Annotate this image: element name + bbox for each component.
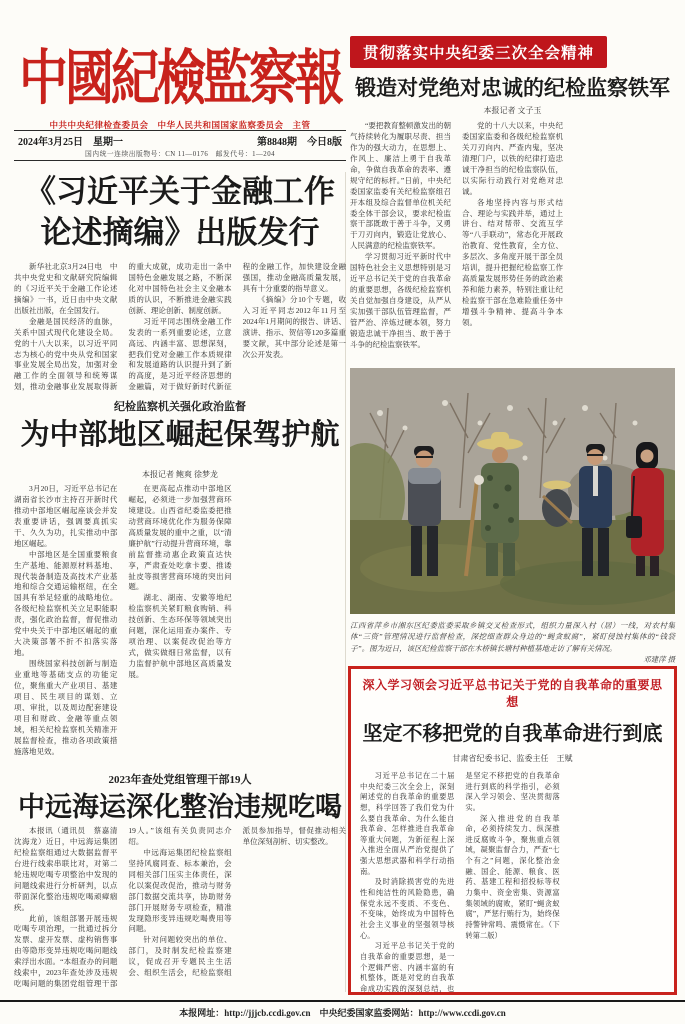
news-photo <box>350 368 675 614</box>
body-paragraph: 习近平总书记在二十届中央纪委三次全会上，深刻阐述党的自我革命的重要思想，科学回答了我们党为什么要自我革命、为什么能自我革命、怎样推进自我革命等重大问题，为新征程上深入推进全面从严治党提供了强大思想武器和科学行动指南。 <box>360 771 455 876</box>
body-paragraph: 针对问题较突出的单位、部门，及时制发纪检监察建议，促成召开专题民主生活会、组织生活会，纪检监察组派员参加指导，督促推动相关单位深刻剖析、切实整改。 <box>128 826 346 978</box>
sponsor-line: 中共中央纪律检查委员会 中华人民共和国国家监察委员会 主管 <box>49 120 311 130</box>
footer <box>0 1006 685 1019</box>
masthead-title: 中國紀檢監察報 <box>18 42 341 114</box>
body-paragraph: 习近平同志围绕金融工作发表的一系列重要论述，立意高远、内涵丰富、思想深刻，把我们党对金融工作本质规律和发展道路的认识提升到了新的高度，是习近平经济思想的金融篇，对于做好新时代新征程的金融工作，加快建设金融强国，推动金融高质量发展，具有十分重要的指导意义。 <box>128 262 346 392</box>
news-photo-illustration <box>350 368 675 614</box>
headline-cosco: 中远海运深化整治违规吃喝 <box>18 792 342 822</box>
figure-farmer-crouching <box>542 481 572 528</box>
body-paragraph: 围绕国家科技创新与制造业重地等基础支点的功能定位，聚焦重大产业项目、基建项目、民生项目的谋划、立项、审批，以及周边配套建设项目和财政、金融等重点领域，相关纪检监察机关精准开展监督检查，推动各项政策措施落地见效。 <box>14 659 118 756</box>
date-weekday: 2024年3月25日 星期一 <box>18 137 123 148</box>
article-finance-body <box>14 262 346 394</box>
body-paragraph: 湖北、湖南、安徽等地纪检监察机关紧盯粮食购销、科技创新、生态环保等领域突出问题，深化运用查办案件、专项治理、以案促改促治等方式，做实做细日常监督，以有力监督护航中部地区高质量发展。 <box>128 593 232 679</box>
body-paragraph: 本报讯（通讯员 蔡嘉清 沈海龙）近日，中远海运集团纪检监察组通过大数据监督平台进行线索串联比对，对第二轮违规吃喝专项整治中发现的问题线索进行分析研判，以点带面深化整治违规吃喝顽瘴痼疾。 <box>14 826 125 912</box>
body-paragraph: “要把教育整顿激发出的朝气持续转化为履职尽责、担当作为的强大动力，在思想上、作风上、廉洁上勇于自我革命，争做自我革命的表率、遵规守纪的标杆。”日前，中央纪委国家监委有关纪检监察组召开本组及综合监督单位机关纪委全体干部会议，要求纪检监察干部既敢于善于斗争，又勇于刀刃向内，锻造让党放心、人民满意的纪检监察铁军。 <box>350 121 451 251</box>
photo-credit: 邓建萍 摄 <box>643 654 675 664</box>
body-paragraph: 金融是国民经济的血脉，关系中国式现代化建设全局。党的十八大以来，以习近平同志为核心的党中央从党和国家事业发展全局出发，加强对金融工作的全面领导和统筹谋划，推动金融事业发展取得新的重大成就，成功走出一条中国特色金融发展之路，不断深化对中国特色社会主义金融本质的认识，不断推进金融实践创新、理论创新、制度创新。 <box>14 262 232 392</box>
body-paragraph: 习近平总书记关于党的自我革命的重要思想，是一个逻辑严密、内涵丰富的有机整体，既是对党的自我革命成功实践的深刻总结，也是坚定不移把党的自我革命进行到底的科学指引，必须深入学习领会、坚决贯彻落实。 <box>360 771 560 993</box>
masthead-rule-top <box>14 130 346 131</box>
body-paragraph: 各地坚持内容与形式结合、理论与实践并举，通过上讲台、结对帮带、交流互学等“八手联动”，常态化开展政治教育、党性教育，全方位、多层次、多角度开展干部全员培训，提升把握纪检监察工作高质量发展形势任务的政治素养和能力素养，特别注重让纪检监察干部在急难险重任务中增强斗争精神、提高斗争本领。 <box>462 197 563 327</box>
footer-ccdi-label: 中央纪委国家监委网站： <box>310 1008 419 1018</box>
footer-rule <box>0 1000 685 1002</box>
photo-caption: 江西省萍乡市湘东区纪委监委采取乡镇交叉检查形式，组织力量深入村（居）一线，对农村集体“三资”管理情况进行监督检查，深挖细查群众身边的“蝇贪蚁腐”，紧盯侵蚀村集体的“钱袋子”。图为近日，该区纪检监察干部在木桥镇长塘村种植基地走访了解有关情况。 <box>350 621 675 653</box>
featured-article-box <box>348 666 677 995</box>
kicker-central-region: 纪检监察机关强化政治监督 <box>114 401 246 413</box>
issue-info: 第8848期 今日8版 <box>257 137 342 148</box>
footer-site-link[interactable]: http://jjjcb.ccdi.gov.cn <box>224 1008 311 1018</box>
byline-iron-army: 本报记者 文子玉 <box>483 106 542 115</box>
body-paragraph: 此前，该组部署开展违规吃喝专项治理，一批通过拆分发票、虚开发票、虚构销售事由等隐形变异违规吃喝问题线索浮出水面。“本组查办的问题线索中，2023年查处涉及违规吃喝问题的集团党组管理干部19人。”该组有关负责同志介绍。 <box>14 826 232 989</box>
footer-site-label: 本报网址： <box>179 1008 225 1018</box>
byline-central-region: 本报记者 鲍爽 徐梦龙 <box>142 470 218 479</box>
headline-finance-line2: 论述摘编》出版发行 <box>40 214 320 250</box>
article-iron-army-body <box>350 121 675 363</box>
body-paragraph: 在更高起点推动中部地区崛起，必须进一步加强营商环境建设。山西省纪委监委把推动营商环境优化作为服务保障高质量发展的重中之重，以“清廉护航”行动提升营商环境，靠前监督推动惠企政策直达快享，严肃查处吃拿卡要、推诿扯皮等损害营商环境的突出问题。 <box>128 484 232 592</box>
theme-label: 贯彻落实中央纪委三次全会精神 <box>350 36 607 68</box>
body-paragraph: 3月20日，习近平总书记在湖南省长沙市主持召开新时代推动中部地区崛起座谈会并发表重要讲话，强调要真抓实干、久久为功，扎实推动中部地区崛起。 <box>14 484 118 548</box>
masthead-rule-bottom <box>14 160 346 161</box>
footer-ccdi-link[interactable]: http://www.ccdi.gov.cn <box>418 1008 506 1018</box>
body-paragraph: 深入推进党的自我革命，必须持续发力、纵深推进反腐败斗争，聚焦重点领域，凝聚监督合力，严查“七个有之”问题，深化整治金融、国企、能源、粮食、医药、基建工程和招投标等权力集中、资金密集、资源富集领域的腐败，紧盯“蝇贪蚁腐”，严惩行贿行为，始终保持警钟常鸣、震慑常在。（下转第二版） <box>465 813 560 940</box>
kicker-cosco: 2023年查处党组管理干部19人 <box>108 774 252 786</box>
body-paragraph: 及时消除损害党的先进性和纯洁性的风险隐患，确保党永远不变质、不变色、不变味，始终成为中国特色社会主义事业的坚强领导核心。 <box>360 877 455 940</box>
byline-self-revolution: 甘肃省纪委书记、监委主任 王赋 <box>452 754 573 763</box>
headline-iron-army: 锻造对党绝对忠诚的纪检监察铁军 <box>355 76 670 100</box>
body-paragraph: 新华社北京3月24日电 中共中央党史和文献研究院编辑的《习近平关于金融工作论述摘编》一书，近日由中央文献出版社出版，在全国发行。 <box>14 262 118 315</box>
publication-number: 国内统一连续出版物号：CN 11—0176 邮发代号：1—204 <box>84 151 275 158</box>
body-paragraph: 中远海运集团纪检监察组坚持风腐同查、标本兼治，会同相关部门压实主体责任，深化以案促改促治，推动与财务部门数据交流共享，协助财务部门开展财务专项检查，精准发现隐形变异违规吃喝费用等问题。 <box>128 847 232 934</box>
headline-central-region: 为中部地区崛起保驾护航 <box>20 419 340 451</box>
body-paragraph: 党的十八大以来，中央纪委国家监委和各级纪检监察机关刀刃向内、严查内鬼，坚决清理门户，以铁的纪律打造忠诚干净担当的纪检监察队伍，以实际行动践行对党绝对忠诚。 <box>462 121 563 196</box>
article-cosco-body <box>14 826 346 992</box>
article-self-revolution-body <box>360 771 665 999</box>
headline-finance-book <box>14 172 346 254</box>
article-central-region-body <box>14 484 346 766</box>
kicker-self-revolution: 深入学习领会习近平总书记关于党的自我革命的重要思想 <box>362 678 663 709</box>
headline-self-revolution: 坚定不移把党的自我革命进行到底 <box>362 723 663 745</box>
body-paragraph: 中部地区是全国重要粮食生产基地、能源原材料基地、现代装备制造及高技术产业基地和综合交通运输枢纽，在全国具有举足轻重的战略地位。各级纪检监察机关立足职能职责，强化政治监督，督促推动党中央关于中部地区崛起的重大决策部署不折不扣落实落地。 <box>14 549 118 658</box>
body-paragraph: 学习贯彻习近平新时代中国特色社会主义思想特别是习近平总书记关于党的自我革命的重要思想，各级纪检监察机关自觉加强自身建设，从严从实加强干部队伍管理监督，严管严治、淬炼过硬本领，努力锻造忠诚干净担当、敢于善于斗争的纪检监察铁军。 <box>350 252 451 349</box>
masthead <box>14 30 346 118</box>
date-row <box>14 133 346 148</box>
body-paragraph: 《摘编》分10个专题，收入习近平同志2012年11月至2024年1月期间的报告、讲话、演讲、指示、贺信等120多篇重要文献，其中部分论述是第一次公开发表。 <box>242 294 346 359</box>
headline-finance-line1: 《习近平关于金融工作 <box>25 174 335 209</box>
photo-caption-block <box>350 620 675 665</box>
